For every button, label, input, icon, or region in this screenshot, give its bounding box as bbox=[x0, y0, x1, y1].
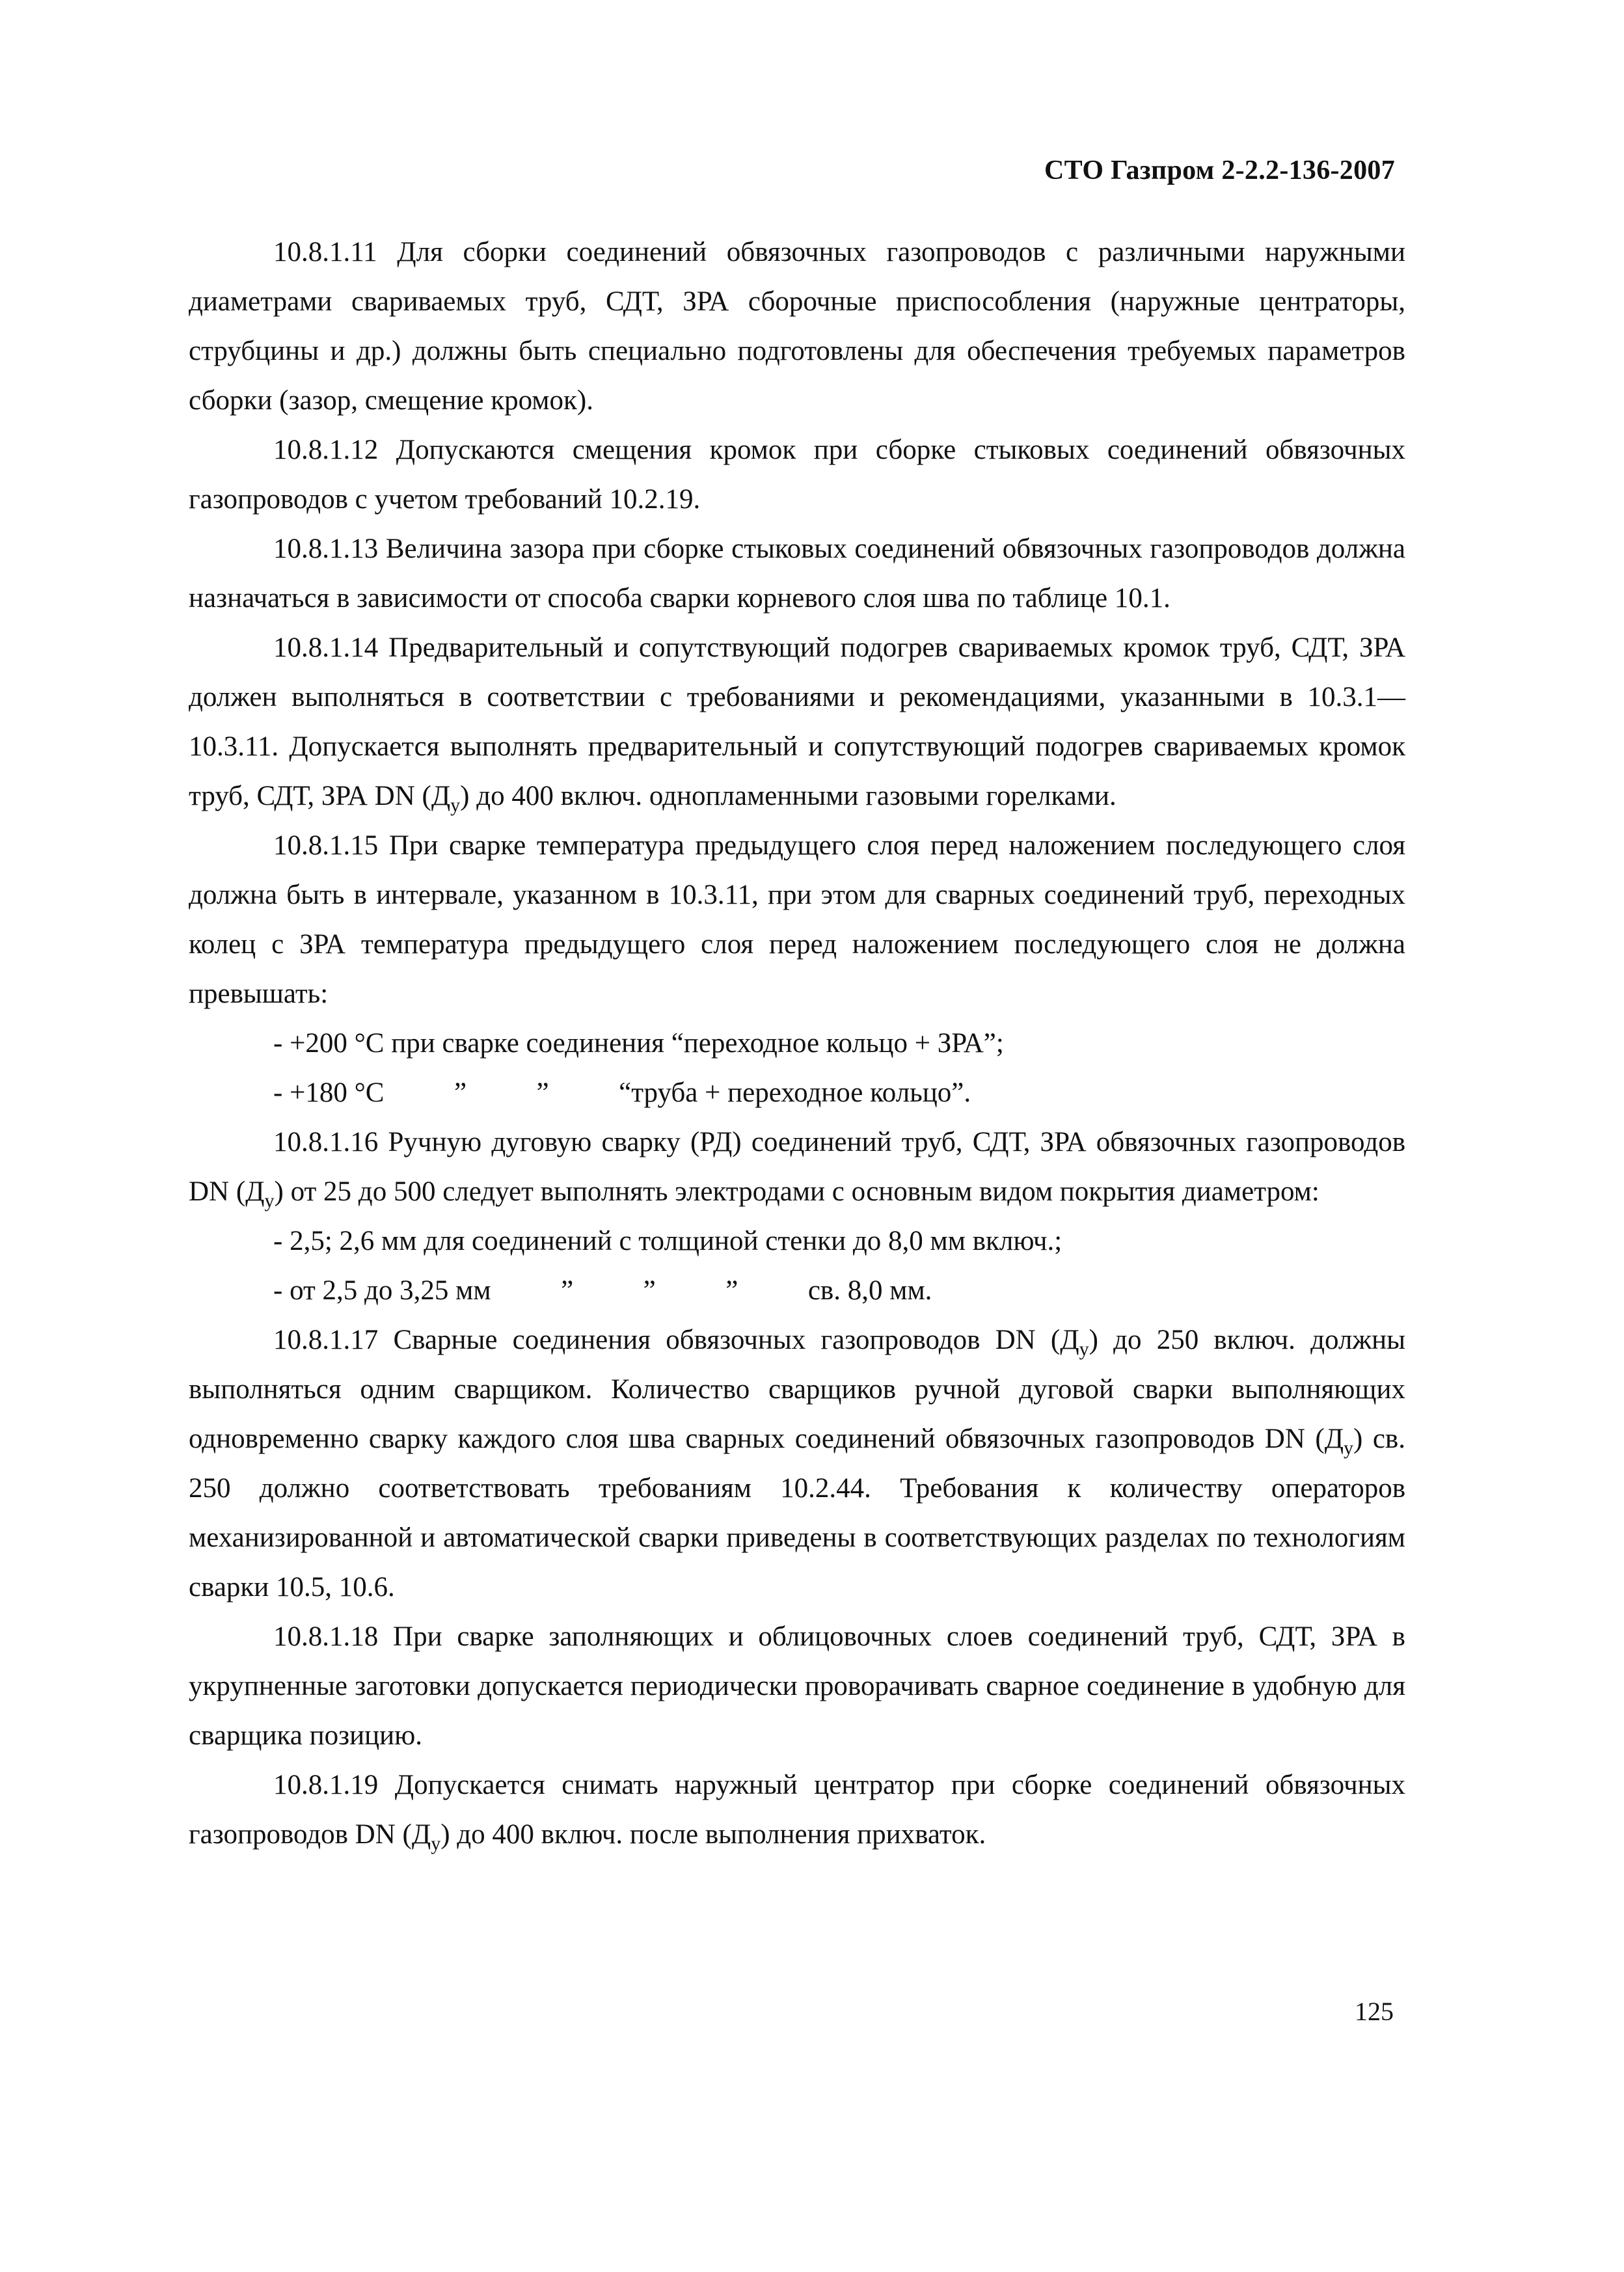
paragraph-text: 10.8.1.14 Предварительный и сопутствующий подогрев свариваемых кромок труб, СДТ, ЗРА должен выполняться в соответствии с требованиями и рекомендациями, указанными в 10.3.1—10.3.11. Допускается выполнять предварительный и сопутствующий подогрев свариваемых кромок труб, СДТ, ЗРА DN (Д bbox=[189, 632, 1405, 811]
paragraph-10-8-1-12: 10.8.1.12 Допускаются смещения кромок при сборке стыковых соединений обвязочных газопроводов с учетом требований 10.2.19. bbox=[189, 435, 1405, 515]
paragraph-text: ) до 250 включ. должны выполняться одним сварщиком. Количество сварщиков ручной дуговой сварки выполняющих одновременно сварку каждого слоя шва сварных соединений обвязочных газопроводов DN (Д bbox=[189, 1325, 1405, 1454]
paragraph-10-8-1-16 bbox=[189, 1118, 1405, 1217]
subscript: у bbox=[1344, 1437, 1354, 1459]
paragraph-10-8-1-13: 10.8.1.13 Величина зазора при сборке стыковых соединений обвязочных газопроводов должна назначаться в зависимости от способа сварки корневого слоя шва по таблице 10.1. bbox=[189, 534, 1405, 614]
paragraph-text: ) св. 250 должно соответствовать требованиям 10.2.44. Требования к количеству операторов механизированной и автоматической сварки приведены в соответствующих разделах по технологиям сварки 10.5, 10.6. bbox=[189, 1424, 1405, 1603]
document-body bbox=[189, 228, 1405, 1860]
paragraph-10-8-1-17 bbox=[189, 1316, 1405, 1612]
list-item: - 2,5; 2,6 мм для соединений с толщиной стенки до 8,0 мм включ.; bbox=[273, 1226, 1062, 1256]
subscript: у bbox=[264, 1190, 275, 1211]
page-number: 125 bbox=[1355, 1997, 1394, 2026]
paragraph-text: ) от 25 до 500 следует выполнять электродами с основным видом покрытия диаметром: bbox=[274, 1176, 1320, 1207]
list-item: - от 2,5 до 3,25 мм ” ” ” св. 8,0 мм. bbox=[273, 1275, 932, 1306]
paragraph-text: ) до 400 включ. однопламенными газовыми горелками. bbox=[460, 781, 1116, 811]
subscript: у bbox=[450, 794, 461, 816]
paragraph-10-8-1-14 bbox=[189, 623, 1405, 821]
paragraph-10-8-1-18: 10.8.1.18 При сварке заполняющих и облицовочных слоев соединений труб, СДТ, ЗРА в укрупненные заготовки допускается периодически проворачивать сварное соединение в удобную для сварщика позицию. bbox=[189, 1621, 1405, 1751]
subscript: у bbox=[1079, 1338, 1089, 1360]
list-item: - +200 °С при сварке соединения “переходное кольцо + ЗРА”; bbox=[273, 1028, 1004, 1059]
list-item: - +180 °С ” ” “труба + переходное кольцо”. bbox=[273, 1077, 971, 1108]
subscript: у bbox=[431, 1833, 441, 1854]
paragraph-10-8-1-11: 10.8.1.11 Для сборки соединений обвязочных газопроводов с различными наружными диаметрами свариваемых труб, СДТ, ЗРА сборочные приспособления (наружные центраторы, струбцины и др.) должны быть специально подготовлены для обеспечения требуемых параметров сборки (зазор, смещение кромок). bbox=[189, 237, 1405, 416]
paragraph-text: 10.8.1.16 Ручную дуговую сварку (РД) соединений труб, СДТ, ЗРА обвязочных газопроводов DN (Д bbox=[189, 1127, 1405, 1207]
paragraph-text: 10.8.1.19 Допускается снимать наружный центратор при сборке соединений обвязочных газопроводов DN (Д bbox=[189, 1770, 1405, 1850]
paragraph-text: ) до 400 включ. после выполнения прихваток. bbox=[440, 1819, 986, 1850]
document-code-header: СТО Газпром 2-2.2-136-2007 bbox=[1044, 156, 1395, 185]
paragraph-10-8-1-15: 10.8.1.15 При сварке температура предыдущего слоя перед наложением последующего слоя должна быть в интервале, указанном в 10.3.11, при этом для сварных соединений труб, переходных колец с ЗРА температура предыдущего слоя перед наложением последующего слоя не должна превышать: bbox=[189, 830, 1405, 1009]
paragraph-10-8-1-19 bbox=[189, 1761, 1405, 1860]
paragraph-text: 10.8.1.17 Сварные соединения обвязочных газопроводов DN (Д bbox=[273, 1325, 1079, 1355]
